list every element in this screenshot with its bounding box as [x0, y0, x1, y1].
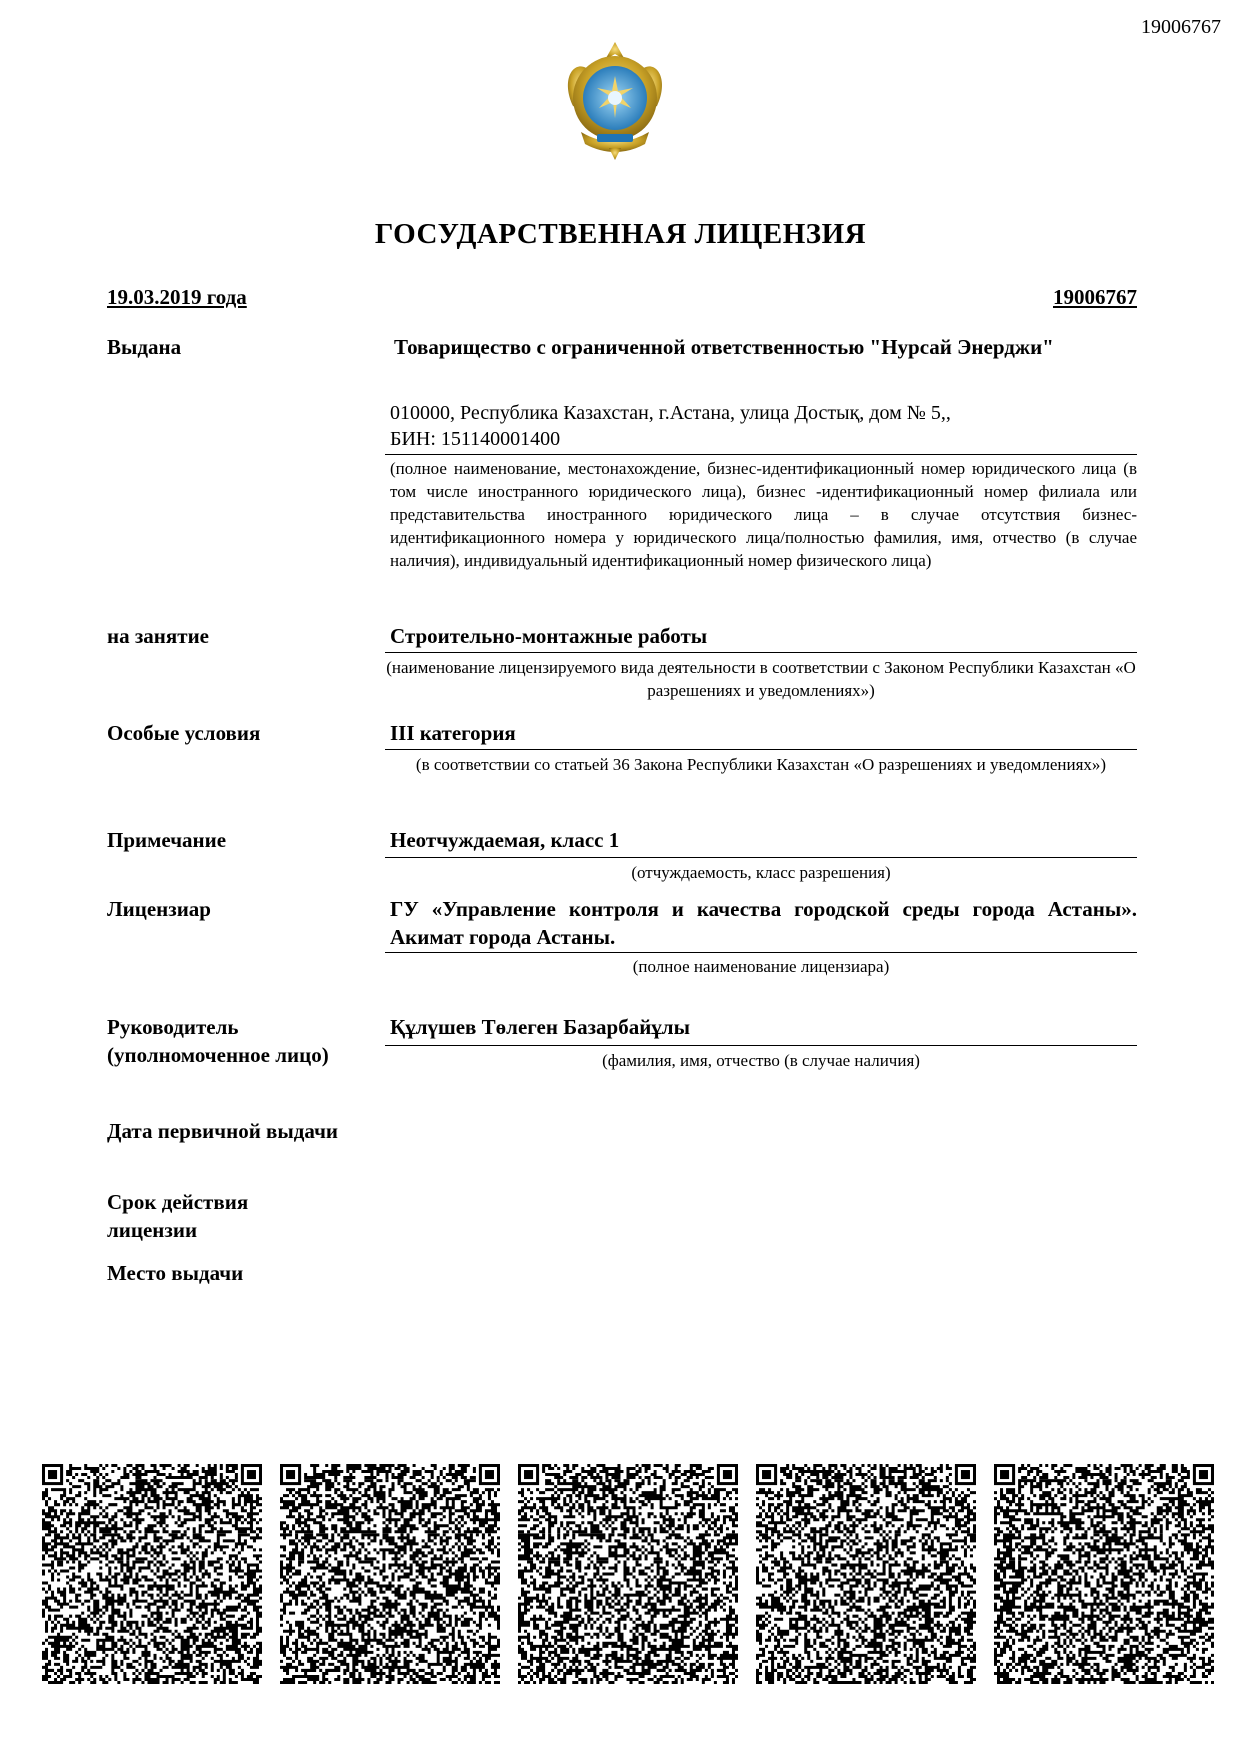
date-number-row — [107, 285, 1137, 310]
conditions-value: III категория — [390, 721, 516, 745]
qr-code-icon — [42, 1464, 262, 1684]
place-label: Место выдачи — [107, 1261, 244, 1285]
head-underline — [385, 1045, 1137, 1046]
validity-label: Срок действия лицензии — [107, 1190, 249, 1242]
issued-address-line1: 010000, Республика Казахстан, г.Астана, улица Достық, дом № 5,, — [390, 402, 951, 424]
issue-date: 19.03.2019 года — [107, 285, 247, 309]
document-title: ГОСУДАРСТВЕННАЯ ЛИЦЕНЗИЯ — [374, 218, 867, 250]
issued-underline — [385, 454, 1137, 455]
conditions-underline — [385, 749, 1137, 750]
license-number: 19006767 — [1053, 285, 1137, 309]
qr-code-icon — [756, 1464, 976, 1684]
activity-caption: (наименование лицензируемого вида деятельности в соответствии с Законом Республики Казахстан «О разрешениях и уведомлениях») — [386, 658, 1136, 700]
qr-code-icon — [280, 1464, 500, 1684]
state-emblem-icon — [551, 36, 679, 164]
licensor-underline — [385, 952, 1137, 953]
head-caption: (фамилия, имя, отчество (в случае наличия) — [602, 1051, 920, 1070]
qr-code-icon — [518, 1464, 738, 1684]
head-value: Құлүшев Төлеген Базарбайұлы — [390, 1015, 690, 1039]
activity-underline — [385, 652, 1137, 653]
licensor-label: Лицензиар — [107, 897, 211, 921]
first-issue-label: Дата первичной выдачи — [107, 1119, 339, 1143]
head-label: Руководитель (уполномоченное лицо) — [107, 1015, 329, 1067]
issued-value: Товарищество с ограниченной ответственностью "Нурсай Энерджи" — [394, 335, 1054, 359]
corner-number: 19006767 — [1141, 16, 1221, 38]
note-underline — [385, 857, 1137, 858]
issued-caption: (полное наименование, местонахождение, бизнес-идентификационный номер юридического лица (в том числе иностранного юридического лица), бизнес -идентификационный номер филиала или представительства иностранного юридического лица – в случае отсутствия бизнес-идентификационного номера у юридического лица/полностью фамилия, имя, отчество (в случае наличия), индивидуальный идентификационный номер физического лица) — [390, 459, 1137, 570]
licensor-caption: (полное наименование лицензиара) — [632, 957, 890, 976]
note-caption: (отчуждаемость, класс разрешения) — [631, 863, 891, 882]
qr-code-icon — [994, 1464, 1214, 1684]
note-value: Неотчуждаемая, класс 1 — [390, 828, 620, 852]
conditions-label: Особые условия — [107, 721, 261, 745]
licensor-value: ГУ «Управление контроля и качества городской среды города Астаны». Акимат города Астаны. — [390, 897, 1137, 949]
issued-address-line2: БИН: 151140001400 — [390, 428, 561, 450]
issued-label: Выдана — [107, 335, 182, 359]
activity-label: на занятие — [107, 624, 209, 648]
conditions-caption: (в соответствии со статьей 36 Закона Республики Казахстан «О разрешениях и уведомлениях») — [415, 755, 1107, 774]
activity-value: Строительно-монтажные работы — [390, 624, 708, 648]
note-label: Примечание — [107, 828, 227, 852]
